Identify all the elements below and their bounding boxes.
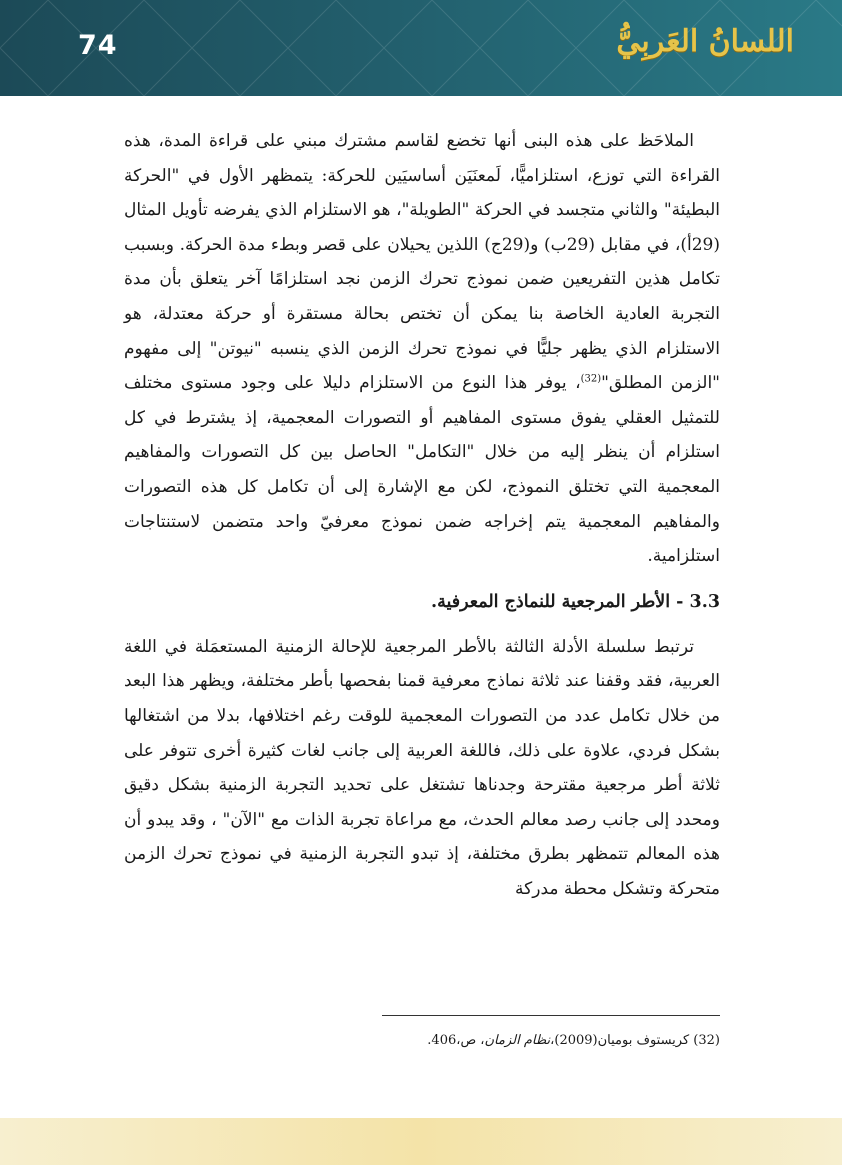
paragraph-1 — [124, 124, 720, 574]
main-content — [124, 124, 720, 906]
footnote-author: كريستوف بوميان(2009)، — [550, 1033, 690, 1048]
paragraph-1-text-a: الملاحَظ على هذه البنى أنها تخضع لقاسم مشترك مبني على قراءة المدة، هذه القراءة التي توزع، استلزاميًّا، لَمعنَيَن أساسيَين للحركة: يتمظهر الأول في "الحركة البطيئة" والثاني متجسد في الحركة "الطويلة"، هو الاستلزام الذي يفرضه تأويل المثال (29أ)، في مقابل (29ب) و(29ج) اللذين يحيلان على قصر وبطء مدة الحركة. وبسبب تكامل هذين التفريعين ضمن نموذج تحرك الزمن نجد استلزامًا آخر يتعلق بأن مدة التجربة العادية الخاصة بنا يمكن أن تختص بحالة مستقرة أو حركة معتدلة، هو الاستلزام الذي يظهر جليًّا في نموذج تحرك الزمن الذي ينسبه "نيوتن" إلى مفهوم "الزمن المطلق" — [124, 131, 721, 394]
footnote — [124, 1030, 720, 1052]
footnote-divider — [382, 1015, 720, 1016]
page-number: 74 — [78, 30, 118, 61]
page-header — [0, 0, 842, 96]
footnote-reference[interactable]: (32) — [580, 373, 602, 385]
section-heading: 3.3 - الأطر المرجعية للنماذج المعرفية. — [431, 591, 720, 612]
footer-band — [0, 1118, 842, 1165]
footnote-marker: (32) — [693, 1033, 720, 1048]
footnote-title: نظام الزمان — [484, 1033, 551, 1048]
footnote-rest: ، ص،406. — [427, 1033, 485, 1048]
paragraph-2: ترتبط سلسلة الأدلة الثالثة بالأطر المرجعية للإحالة الزمنية المستعمَلة في اللغة العربية، فقد وقفنا عند ثلاثة نماذج معرفية قمنا بفحصها بأطر مختلفة، ويظهر هذا البعد من خلال تكامل عدد من التصورات المعجمية للوقت رغم اختلافها، بدلا من اشتغالها بشكل فردي، علاوة على ذلك، فاللغة العربية إلى جانب لغات كثيرة أخرى تتوفر على ثلاثة أطر مرجعية مقترحة وجدناها تشتغل على تحديد التجربة الزمنية بشكل دقيق ومحدد إلى جانب رصد معالم الحدث، مع مراعاة تجربة الذات مع "الآن" ، وقد يبدو أن هذه المعالم تتمظهر بطرق مختلفة، إذ تبدو التجربة الزمنية في نموذج تحرك الزمن متحركة وتشكل محطة مدركة — [124, 636, 720, 899]
journal-logo: اللسانُ العَربِيُّ — [616, 24, 794, 59]
paragraph-1-text-b: ، يوفر هذا النوع من الاستلزام دليلا على وجود مستوى مختلف للتمثيل العقلي يفوق مستوى المفاهيم أو التصورات المعجمية، إذ يشترط في كل استلزام أن ينظر إليه من خلال "التكامل" الحاصل بين كل التصورات والمفاهيم المعجمية التي تختلق النموذج، لكن مع الإشارة إلى أن تكامل كل هذه التصورات والمفاهيم المعجمية يتم إخراجه ضمن نموذج معرفيّ واحد متضمن لاستنتاجات استلزامية. — [124, 373, 720, 567]
